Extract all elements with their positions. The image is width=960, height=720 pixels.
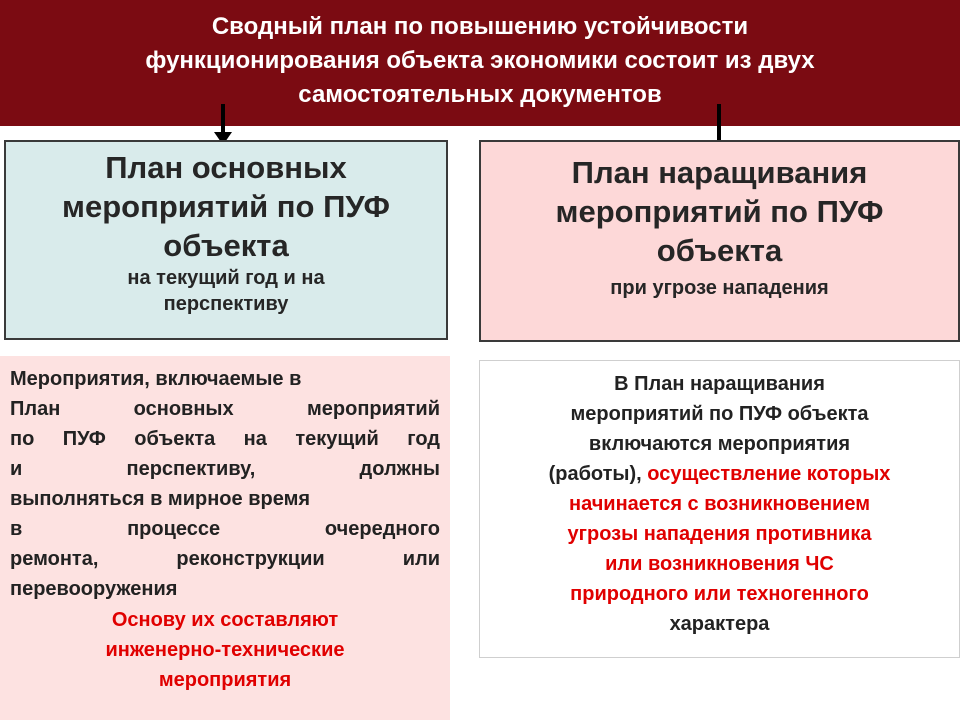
main-plan-subtitle-line: на текущий год и на (127, 267, 325, 289)
main-plan-title-line: План основных (105, 150, 347, 185)
header-title-line: самостоятельных документов (298, 81, 662, 108)
buildup-plan-title-line: План наращивания (571, 155, 868, 190)
buildup-plan-title (481, 153, 958, 270)
header-title-line: функционирования объекта экономики состоит из двух (145, 47, 815, 74)
header-banner (0, 0, 960, 128)
main-plan-box (4, 140, 448, 340)
description-line: включаются мероприятия (588, 433, 851, 455)
highlight-line: природного или техногенного (570, 583, 869, 605)
main-plan-description (0, 356, 450, 720)
buildup-plan-subtitle: при угрозе нападения (610, 277, 829, 299)
description-line: по ПУФ объекта на текущий год (10, 428, 440, 450)
description-line: перевооружения (10, 578, 178, 600)
highlight-line: начинается с возникновением (568, 493, 871, 515)
description-line: План основных мероприятий (10, 398, 440, 420)
header-title-line: Сводный план по повышению устойчивости (211, 13, 749, 40)
description-line: характера (669, 613, 770, 635)
description-line: выполняться в мирное время (10, 488, 311, 510)
buildup-plan-box (479, 140, 960, 342)
description-text: (работы), (548, 463, 642, 485)
description-line: В План наращивания (614, 373, 825, 395)
highlight-line: или возникновения ЧС (605, 553, 834, 575)
main-plan-title-line: объекта (163, 228, 289, 263)
highlight-text: осуществление которых (647, 463, 891, 485)
highlight-line: инженерно-технические (105, 639, 345, 661)
main-plan-title-line: мероприятий по ПУФ (62, 189, 390, 224)
description-line: мероприятий по ПУФ объекта (570, 403, 869, 425)
header-title (50, 10, 910, 112)
description-line: Мероприятия, включаемые в (10, 368, 302, 390)
main-plan-subtitle-line: перспективу (163, 293, 289, 315)
main-plan-title (6, 148, 446, 265)
main-plan-subtitle (6, 265, 446, 317)
description-line: ремонта, реконструкции или (10, 548, 440, 570)
main-plan-highlight (10, 605, 440, 695)
highlight-line: мероприятия (158, 669, 292, 691)
buildup-plan-title-line: мероприятий по ПУФ (555, 194, 884, 229)
highlight-line: угрозы нападения противника (567, 523, 872, 545)
highlight-line: Основу их составляют (111, 609, 339, 631)
buildup-plan-description (479, 360, 960, 658)
description-line: и перспективу, должны (10, 458, 440, 480)
buildup-plan-title-line: объекта (656, 233, 783, 268)
description-mixed-line (480, 459, 959, 489)
description-line: в процессе очередного (10, 518, 440, 540)
